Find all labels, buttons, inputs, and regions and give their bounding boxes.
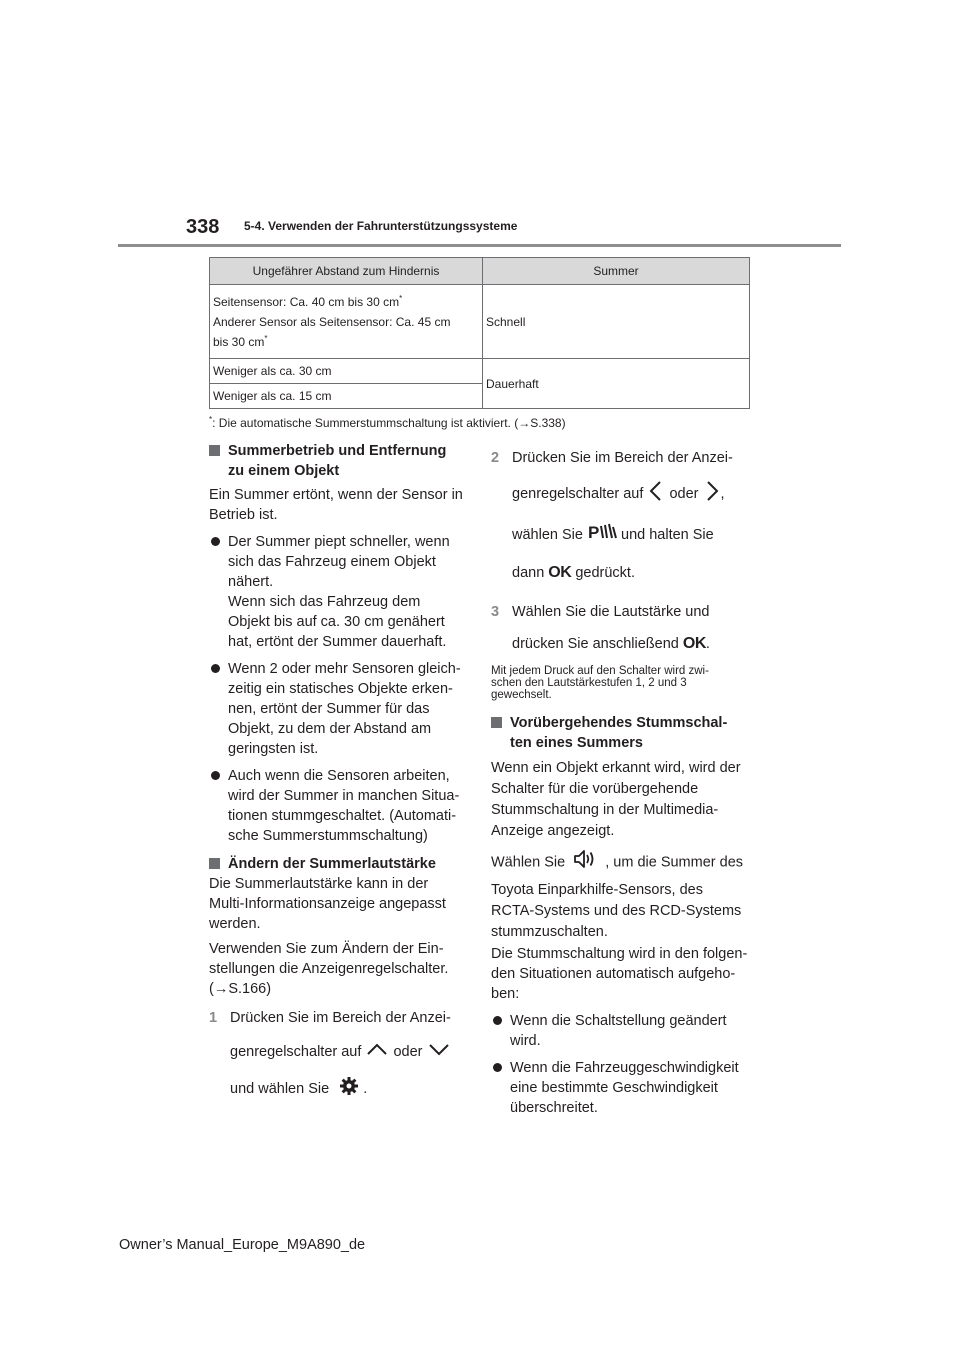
note xyxy=(491,665,766,701)
svg-text:P: P xyxy=(587,523,600,542)
bullet-item xyxy=(209,532,471,652)
text-line: nähert. xyxy=(228,574,274,590)
table-row xyxy=(210,359,750,384)
text-line: ben: xyxy=(491,986,520,1002)
paragraph xyxy=(209,485,471,525)
cell-text: bis 30 cm xyxy=(213,334,265,349)
text-line: Mit jedem Druck auf den Schalter wird zwi- xyxy=(491,665,709,677)
table-cell-summer: Schnell xyxy=(483,285,750,359)
text-span: genregelschalter auf xyxy=(230,1044,362,1060)
bullet-icon xyxy=(211,664,220,673)
text-line xyxy=(512,563,766,583)
right-column xyxy=(491,448,766,1118)
bullet-item xyxy=(209,766,471,846)
text-line: (→S.166) xyxy=(209,981,272,997)
text-line: stellungen die Anzeigenregelschalter. xyxy=(209,961,449,977)
table-footnote xyxy=(209,416,769,430)
ok-icon: OK xyxy=(548,564,572,581)
heading-text: Summerbetrieb und Entfernung xyxy=(228,443,447,459)
bullet-item xyxy=(209,659,471,759)
step-number: 1 xyxy=(209,1010,218,1026)
heading-square-icon xyxy=(491,717,502,728)
bullet-item xyxy=(491,1011,766,1051)
text-line: Wenn ein Objekt erkannt wird, wird der xyxy=(491,760,741,776)
cell-text: Anderer Sensor als Seitensensor: Ca. 45 cm xyxy=(213,314,451,329)
text-line: Wählen Sie die Lautstärke und xyxy=(512,604,710,620)
text-span: oder xyxy=(393,1044,423,1060)
text-line: Der Summer piept schneller, wenn xyxy=(228,534,450,550)
text-line: Stummschaltung in der Multimedia- xyxy=(491,802,719,818)
asterisk: * xyxy=(264,333,268,343)
step-number: 2 xyxy=(491,450,500,466)
bullet-icon xyxy=(211,537,220,546)
text-line xyxy=(230,1076,471,1102)
chevron-right-icon xyxy=(703,480,721,508)
heading-summer-operation xyxy=(209,441,471,481)
gear-icon xyxy=(339,1076,359,1102)
footnote-mark: * xyxy=(209,415,213,424)
text-line: wird der Summer in manchen Situa- xyxy=(228,788,460,804)
text-span: und wählen Sie xyxy=(230,1081,330,1097)
text-line: schen den Lautstärkestufen 1, 2 und 3 xyxy=(491,677,687,689)
text-line: Schalter für die vorübergehende xyxy=(491,781,699,797)
section-title: 5-4. Verwenden der Fahrunterstützungssysteme xyxy=(244,219,518,233)
text-line: Anzeige angezeigt. xyxy=(491,823,615,839)
text-line: Die Stummschaltung wird in den folgen- xyxy=(491,946,748,962)
paragraph xyxy=(209,939,471,999)
text-line: Objekt, zu dem der Abstand am xyxy=(228,721,432,737)
paragraph xyxy=(209,874,471,934)
chevron-up-icon xyxy=(365,1042,389,1062)
text-line: Wenn die Schaltstellung geändert xyxy=(510,1013,727,1029)
text-span: , xyxy=(720,485,725,502)
page-footer: Owner’s Manual_Europe_M9A890_de xyxy=(119,1237,366,1253)
table-cell-distance: Weniger als ca. 30 cm xyxy=(210,359,483,384)
text-line xyxy=(512,634,766,654)
text-line: Ein Summer ertönt, wenn der Sensor in xyxy=(209,487,463,503)
text-span: und halten Sie xyxy=(621,526,714,543)
ok-icon: OK xyxy=(682,635,706,652)
text-span: gedrückt. xyxy=(575,565,635,581)
step-number: 3 xyxy=(491,604,500,620)
text-line: nen, ertönt der Summer für das xyxy=(228,701,430,717)
step-2 xyxy=(491,448,766,583)
parking-sensor-icon xyxy=(587,522,617,548)
column-header-summer: Summer xyxy=(483,258,750,285)
text-line xyxy=(512,480,766,508)
text-line: stummzuschalten. xyxy=(491,924,608,940)
text-line: überschreitet. xyxy=(510,1100,598,1116)
text-line: zeitig ein statisches Objekte erken- xyxy=(228,681,453,697)
text-line: gewechselt. xyxy=(491,689,552,701)
speaker-icon xyxy=(573,849,597,876)
bullet-icon xyxy=(493,1016,502,1025)
text-line: hat, ertönt der Summer dauerhaft. xyxy=(228,634,447,650)
text-line: Wenn sich das Fahrzeug dem xyxy=(228,594,421,610)
table-cell-summer: Dauerhaft xyxy=(483,359,750,409)
heading-text: ten eines Summers xyxy=(510,735,643,751)
distance-table xyxy=(209,257,750,409)
text-line: sche Summerstummschaltung) xyxy=(228,828,428,844)
cell-text: Seitensensor: Ca. 40 cm bis 30 cm xyxy=(213,294,400,309)
text-line: wird. xyxy=(510,1033,541,1049)
table-header-row xyxy=(210,258,750,285)
text-line xyxy=(512,522,766,548)
table-cell-distance: Weniger als ca. 15 cm xyxy=(210,384,483,409)
text-span: Wählen Sie xyxy=(491,854,566,871)
text-line: Drücken Sie im Bereich der Anzei- xyxy=(230,1010,451,1026)
text-line: Die Summerlautstärke kann in der xyxy=(209,876,429,892)
text-span: genregelschalter auf xyxy=(512,485,644,502)
heading-square-icon xyxy=(209,858,220,869)
text-line: Betrieb ist. xyxy=(209,507,278,523)
text-line: Wenn 2 oder mehr Sensoren gleich- xyxy=(228,661,461,677)
text-line: sich das Fahrzeug einem Objekt xyxy=(228,554,436,570)
column-header-distance: Ungefährer Abstand zum Hindernis xyxy=(210,258,483,285)
heading-square-icon xyxy=(209,445,220,456)
text-span: wählen Sie xyxy=(512,526,583,543)
text-line: Wenn die Fahrzeuggeschwindigkeit xyxy=(510,1060,739,1076)
step-1 xyxy=(209,1008,471,1102)
bullet-icon xyxy=(211,771,220,780)
page-number: 338 xyxy=(186,216,220,238)
heading-text: Vorübergehendes Stummschal- xyxy=(510,715,728,731)
chevron-down-icon xyxy=(427,1042,451,1062)
heading-volume xyxy=(209,854,471,874)
text-line: Objekt bis auf ca. 30 cm genähert xyxy=(228,614,445,630)
text-line xyxy=(230,1042,471,1062)
text-span: dann xyxy=(512,565,545,581)
heading-temporary-mute xyxy=(491,713,766,753)
text-span: . xyxy=(705,636,710,652)
footnote-text: : Die automatische Summerstummschaltung ist aktiviert. (→S.338) xyxy=(212,416,566,430)
text-line: werden. xyxy=(209,916,261,932)
text-line: Verwenden Sie zum Ändern der Ein- xyxy=(209,941,444,957)
text-span: , um die Summer des xyxy=(605,854,744,871)
paragraph xyxy=(491,849,766,943)
chevron-left-icon xyxy=(647,480,665,508)
paragraph xyxy=(491,758,766,842)
bullet-item xyxy=(491,1058,766,1118)
text-line: Drücken Sie im Bereich der Anzei- xyxy=(512,450,733,466)
step-3 xyxy=(491,602,766,654)
text-span: oder xyxy=(669,485,699,502)
table-cell-distance xyxy=(210,285,483,359)
text-line: den Situationen automatisch aufgeho- xyxy=(491,966,736,982)
asterisk: * xyxy=(399,293,403,303)
text-line: geringsten ist. xyxy=(228,741,319,757)
heading-text: Ändern der Summerlautstärke xyxy=(228,856,436,872)
text-line: Auch wenn die Sensoren arbeiten, xyxy=(228,768,450,784)
text-line: eine bestimmte Geschwindigkeit xyxy=(510,1080,718,1096)
header-rule xyxy=(118,244,841,247)
text-line: Toyota Einparkhilfe-Sensors, des xyxy=(491,882,703,898)
heading-text: zu einem Objekt xyxy=(228,463,340,479)
text-line: Multi-Informationsanzeige angepasst xyxy=(209,896,446,912)
bullet-icon xyxy=(493,1063,502,1072)
paragraph xyxy=(491,944,766,1004)
left-column xyxy=(209,441,471,1102)
table-row xyxy=(210,285,750,359)
text-span: drücken Sie anschließend xyxy=(512,636,679,652)
text-line xyxy=(491,849,766,876)
text-line: tionen stummgeschaltet. (Automati- xyxy=(228,808,457,824)
text-line: RCTA-Systems und des RCD-Systems xyxy=(491,903,742,919)
text-span: . xyxy=(363,1081,368,1097)
